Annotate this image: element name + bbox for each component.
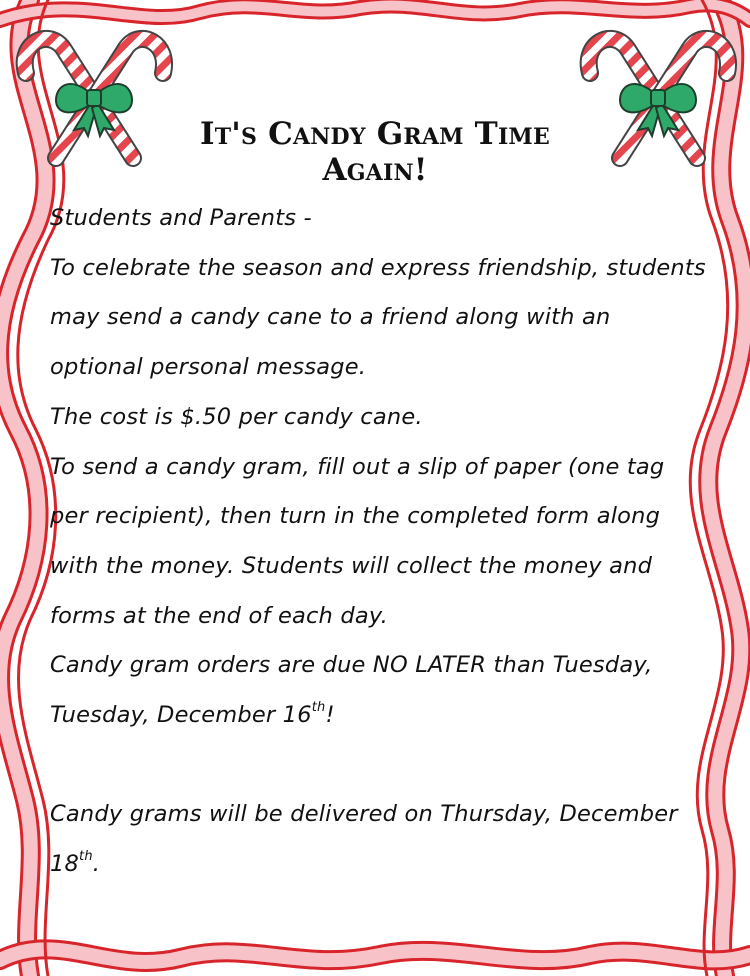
delivery-date-line: 18th.: [50, 849, 101, 878]
body-line: per recipient), then turn in the completed form along: [50, 503, 661, 530]
deadline-date-line: Tuesday, December 16th!: [50, 700, 335, 729]
body-line: with the money. Students will collect the money and: [50, 552, 653, 579]
body-line: may send a candy cane to a friend along with an: [50, 304, 611, 331]
greeting-line: Students and Parents -: [50, 205, 312, 231]
deadline-line: Candy gram orders are due NO LATER than Tuesday,: [50, 652, 653, 679]
body-line: optional personal message.: [50, 354, 367, 381]
body-line: To celebrate the season and express friendship, students: [50, 254, 706, 281]
page-title: It's Candy Gram Time Again!: [200, 116, 550, 188]
candy-cane-icon: [572, 18, 742, 173]
body-line: forms at the end of each day.: [50, 602, 388, 629]
cost-line: The cost is $.50 per candy cane.: [50, 403, 423, 430]
candy-cane-icon: [8, 18, 178, 173]
delivery-line: Candy grams will be delivered on Thursday, December: [50, 801, 678, 828]
letter-body: [50, 194, 706, 890]
spacer: [50, 741, 690, 791]
body-line: To send a candy gram, fill out a slip of paper (one tag: [50, 453, 665, 480]
